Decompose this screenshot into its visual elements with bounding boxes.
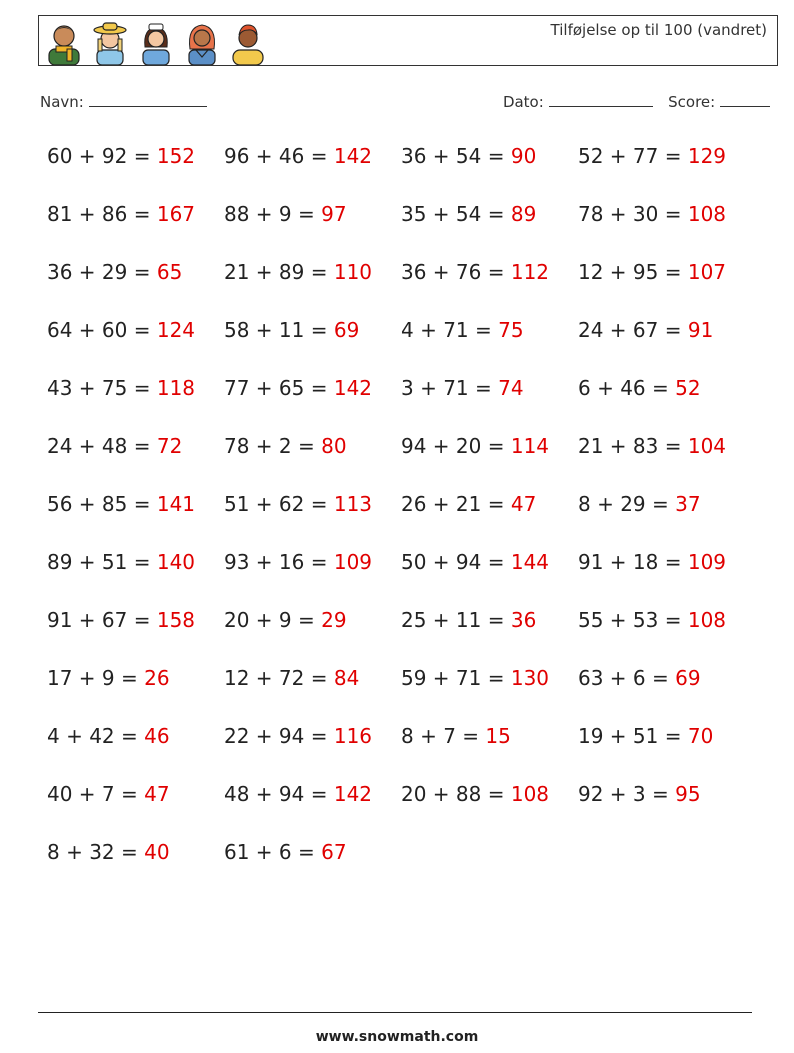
nurse-icon: [137, 19, 175, 65]
score-blank[interactable]: [720, 105, 770, 107]
boy-scarf-icon: [45, 19, 83, 65]
problem-question: 19 + 51 =: [578, 724, 688, 748]
problem-question: 58 + 11 =: [224, 318, 334, 342]
problem-item: [401, 144, 536, 168]
problem-answer: 114: [510, 434, 550, 458]
problem-question: 55 + 53 =: [578, 608, 688, 632]
problem-answer: 142: [333, 144, 373, 168]
problem-item: [578, 492, 701, 516]
problem-answer: 142: [333, 376, 373, 400]
problem-item: [224, 550, 372, 574]
problem-question: 91 + 18 =: [578, 550, 688, 574]
problem-answer: 152: [156, 144, 196, 168]
problem-answer: 74: [498, 376, 524, 400]
problem-answer: 69: [333, 318, 360, 342]
problem-question: 81 + 86 =: [47, 202, 157, 226]
problem-answer: 37: [675, 492, 701, 516]
problem-item: [224, 492, 372, 516]
problem-item: [47, 724, 170, 748]
problem-answer: 15: [485, 724, 511, 748]
problem-item: [578, 376, 701, 400]
problem-item: [401, 434, 549, 458]
problem-question: 92 + 3 =: [578, 782, 676, 806]
problem-answer: 140: [156, 550, 196, 574]
problem-item: [224, 782, 372, 806]
problem-answer: 75: [498, 318, 524, 342]
problem-answer: 91: [687, 318, 714, 342]
problem-question: 94 + 20 =: [401, 434, 511, 458]
problem-question: 4 + 71 =: [401, 318, 499, 342]
problem-answer: 90: [510, 144, 537, 168]
problem-question: 20 + 9 =: [224, 608, 322, 632]
problem-question: 43 + 75 =: [47, 376, 157, 400]
problem-answer: 65: [156, 260, 183, 284]
problem-question: 52 + 77 =: [578, 144, 688, 168]
problem-question: 8 + 29 =: [578, 492, 676, 516]
problem-item: [578, 782, 701, 806]
worksheet-header: [38, 15, 778, 66]
date-blank[interactable]: [549, 105, 653, 107]
problem-question: 35 + 54 =: [401, 202, 511, 226]
problem-answer: 89: [510, 202, 537, 226]
problem-question: 78 + 2 =: [224, 434, 322, 458]
problem-answer: 130: [510, 666, 550, 690]
problem-answer: 124: [156, 318, 196, 342]
problem-answer: 52: [675, 376, 701, 400]
problem-answer: 109: [687, 550, 727, 574]
problem-item: [401, 608, 536, 632]
problem-item: [47, 434, 182, 458]
problem-question: 6 + 46 =: [578, 376, 676, 400]
problem-question: 36 + 29 =: [47, 260, 157, 284]
problem-question: 8 + 32 =: [47, 840, 145, 864]
problem-question: 77 + 65 =: [224, 376, 334, 400]
name-label: Navn:: [40, 93, 84, 111]
problem-answer: 80: [321, 434, 347, 458]
problem-item: [578, 260, 726, 284]
problem-answer: 104: [687, 434, 727, 458]
problem-answer: 26: [144, 666, 170, 690]
problem-item: [47, 318, 195, 342]
problem-item: [401, 782, 549, 806]
footer-divider: [38, 1012, 752, 1013]
problem-question: 24 + 67 =: [578, 318, 688, 342]
problem-answer: 29: [321, 608, 347, 632]
problem-item: [47, 492, 195, 516]
problem-answer: 129: [687, 144, 727, 168]
problem-answer: 95: [675, 782, 701, 806]
problem-question: 4 + 42 =: [47, 724, 145, 748]
problem-question: 24 + 48 =: [47, 434, 157, 458]
problem-question: 61 + 6 =: [224, 840, 322, 864]
problem-answer: 47: [510, 492, 537, 516]
problem-question: 96 + 46 =: [224, 144, 334, 168]
problem-answer: 116: [333, 724, 373, 748]
problem-answer: 36: [510, 608, 537, 632]
problem-item: [224, 434, 347, 458]
problem-question: 20 + 88 =: [401, 782, 511, 806]
problem-question: 25 + 11 =: [401, 608, 511, 632]
problem-item: [578, 724, 713, 748]
problem-question: 89 + 51 =: [47, 550, 157, 574]
problem-answer: 108: [510, 782, 550, 806]
problem-item: [578, 434, 726, 458]
problem-answer: 84: [333, 666, 360, 690]
score-label: Score:: [668, 93, 716, 111]
problem-question: 50 + 94 =: [401, 550, 511, 574]
worksheet-title: Tilføjelse op til 100 (vandret): [550, 21, 767, 39]
problem-question: 21 + 89 =: [224, 260, 334, 284]
problem-answer: 110: [333, 260, 373, 284]
problem-question: 56 + 85 =: [47, 492, 157, 516]
date-score-area: [503, 93, 770, 111]
problem-question: 17 + 9 =: [47, 666, 145, 690]
problem-question: 12 + 72 =: [224, 666, 334, 690]
problem-item: [578, 202, 726, 226]
problem-answer: 108: [687, 202, 727, 226]
name-blank: [89, 105, 207, 107]
problem-item: [47, 782, 170, 806]
problem-answer: 113: [333, 492, 373, 516]
problem-item: [47, 550, 195, 574]
problem-answer: 141: [156, 492, 196, 516]
problem-answer: 40: [144, 840, 170, 864]
problem-item: [224, 318, 359, 342]
problem-item: [578, 144, 726, 168]
problem-answer: 46: [144, 724, 170, 748]
problem-item: [224, 202, 347, 226]
name-field[interactable]: [40, 93, 207, 111]
problem-item: [224, 144, 372, 168]
problem-answer: 158: [156, 608, 196, 632]
footer-site: www.snowmath.com: [315, 1029, 479, 1045]
problem-item: [47, 202, 195, 226]
problem-item: [224, 840, 347, 864]
man-icon: [229, 19, 267, 65]
problem-item: [224, 260, 372, 284]
problem-question: 36 + 76 =: [401, 260, 511, 284]
problem-question: 59 + 71 =: [401, 666, 511, 690]
problem-question: 91 + 67 =: [47, 608, 157, 632]
problem-answer: 47: [144, 782, 170, 806]
problem-item: [224, 666, 359, 690]
problem-question: 60 + 92 =: [47, 144, 157, 168]
problem-item: [401, 376, 524, 400]
problem-item: [401, 724, 511, 748]
problem-item: [401, 550, 549, 574]
problem-answer: 97: [321, 202, 347, 226]
problem-item: [401, 260, 549, 284]
problem-item: [578, 550, 726, 574]
problem-item: [401, 492, 536, 516]
problem-question: 78 + 30 =: [578, 202, 688, 226]
problem-question: 22 + 94 =: [224, 724, 334, 748]
problem-item: [224, 608, 347, 632]
problem-question: 21 + 83 =: [578, 434, 688, 458]
problem-item: [578, 608, 726, 632]
problem-answer: 112: [510, 260, 550, 284]
farmer-girl-icon: [91, 19, 129, 65]
problem-item: [47, 608, 195, 632]
problem-item: [578, 666, 701, 690]
problem-answer: 167: [156, 202, 196, 226]
problem-question: 36 + 54 =: [401, 144, 511, 168]
problem-question: 88 + 9 =: [224, 202, 322, 226]
problem-item: [401, 318, 524, 342]
problem-answer: 144: [510, 550, 550, 574]
problem-question: 8 + 7 =: [401, 724, 486, 748]
problem-answer: 107: [687, 260, 727, 284]
problem-answer: 142: [333, 782, 373, 806]
problem-item: [578, 318, 713, 342]
problem-question: 12 + 95 =: [578, 260, 688, 284]
problem-answer: 118: [156, 376, 196, 400]
problem-item: [47, 260, 182, 284]
problem-item: [224, 724, 372, 748]
problem-question: 26 + 21 =: [401, 492, 511, 516]
problem-answer: 72: [156, 434, 183, 458]
problem-item: [47, 376, 195, 400]
problem-question: 51 + 62 =: [224, 492, 334, 516]
problem-question: 40 + 7 =: [47, 782, 145, 806]
date-label: Dato:: [502, 93, 544, 111]
problem-item: [47, 666, 170, 690]
problem-answer: 108: [687, 608, 727, 632]
problem-answer: 70: [687, 724, 714, 748]
problem-item: [47, 144, 195, 168]
problem-question: 3 + 71 =: [401, 376, 499, 400]
problem-item: [47, 840, 170, 864]
problem-item: [401, 202, 536, 226]
problem-question: 48 + 94 =: [224, 782, 334, 806]
problem-item: [224, 376, 372, 400]
problem-question: 93 + 16 =: [224, 550, 334, 574]
problem-question: 63 + 6 =: [578, 666, 676, 690]
problem-answer: 69: [675, 666, 701, 690]
problem-answer: 109: [333, 550, 373, 574]
problem-question: 64 + 60 =: [47, 318, 157, 342]
woman-doctor-icon: [183, 19, 221, 65]
avatar-strip: [45, 19, 267, 65]
problem-answer: 67: [321, 840, 347, 864]
problem-item: [401, 666, 549, 690]
